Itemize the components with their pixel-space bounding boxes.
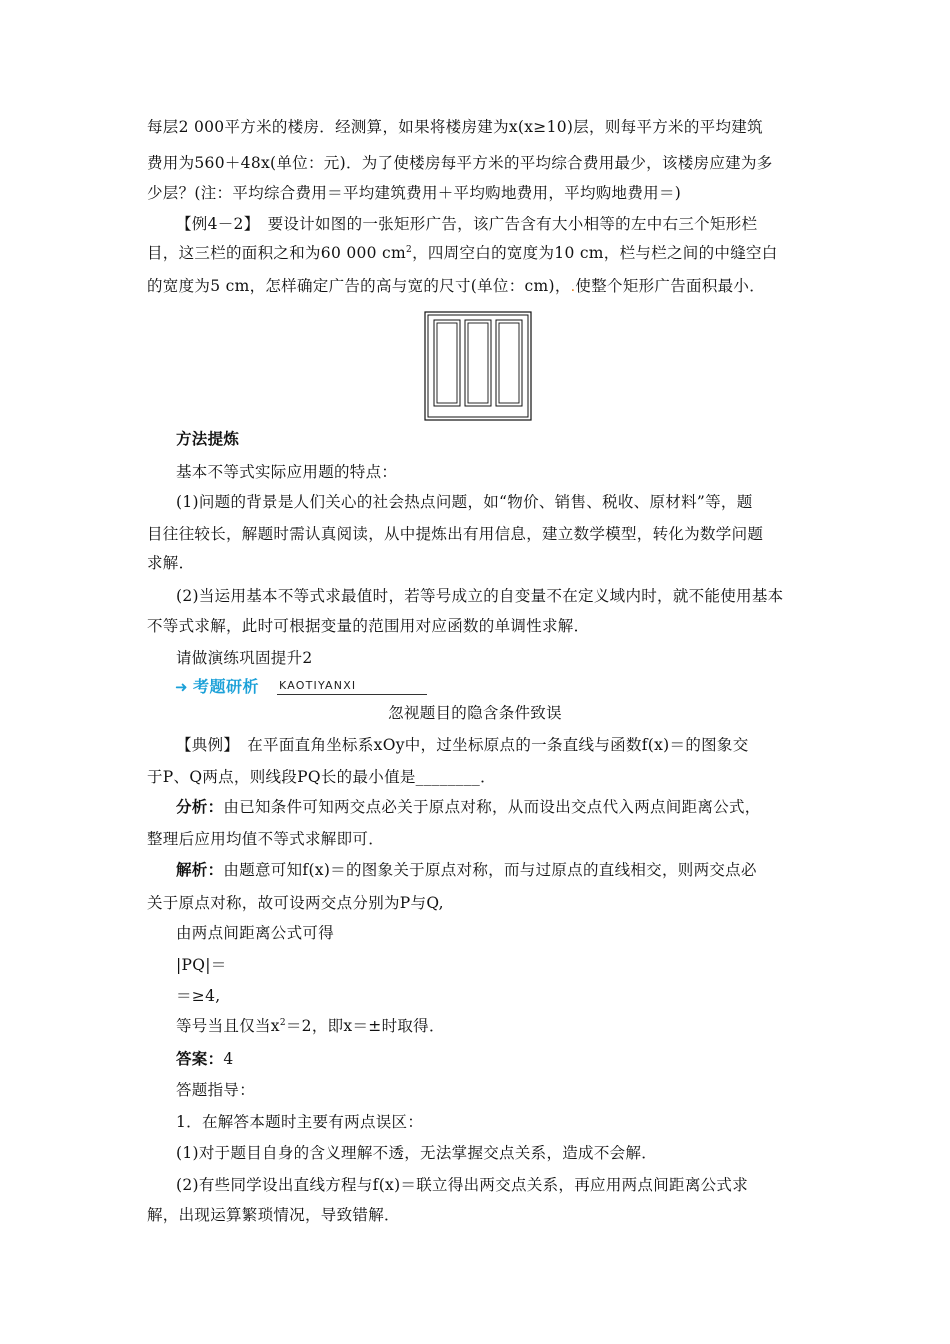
analysis-line: 整理后应用均值不等式求解即可． (147, 830, 385, 848)
text-segment: 由已知条件可知两交点必关于原点对称，从而设出交点代入两点间距离公式， (223, 798, 761, 816)
solution-line (176, 860, 846, 880)
solution-label: 解析： (176, 860, 224, 879)
guide-line: 解，出现运算繁琐情况，导致错解． (147, 1206, 400, 1224)
problem-text-line: 费用为560＋48x(单位：元)．为了使楼房每平方米的平均综合费用最少，该楼房应建为多 (147, 154, 773, 172)
problem-text-line: 每层2 000平方米的楼房．经测算，如果将楼房建为x(x≥10)层，则每平方米的平均建筑 (147, 118, 763, 136)
solution-line: 关于原点对称，故可设两交点分别为P与Q, (147, 894, 444, 912)
method-title: 方法提炼 (176, 429, 240, 448)
text-segment: 等号当且仅当x (176, 1017, 280, 1035)
solution-line: ＝≥4, (176, 987, 221, 1005)
guide-line: (1)对于题目自身的含义理解不透，无法掌握交点关系，造成不会解． (176, 1144, 658, 1162)
text-segment: 目，这三栏的面积之和为60 000 cm (147, 244, 407, 262)
middle-column-inner (468, 323, 488, 403)
text-segment: ，四周空白的宽度为10 cm，栏与栏之间的中缝空白 (412, 244, 778, 262)
orange-dot-mark: . (570, 279, 576, 295)
advertisement-diagram (424, 311, 532, 421)
analysis-label: 分析： (176, 797, 224, 816)
banner-underline (277, 694, 427, 695)
left-column (434, 320, 460, 406)
method-line: 基本不等式实际应用题的特点： (176, 463, 398, 481)
analysis-line (176, 797, 846, 817)
right-column (496, 320, 522, 406)
practice-prompt: 请做演练巩固提升2 (176, 649, 313, 667)
example-4-2-line (147, 243, 817, 263)
solution-line: 由两点间距离公式可得 (176, 924, 335, 942)
answer-line (176, 1049, 846, 1069)
left-column-inner (437, 323, 457, 403)
right-column-inner (499, 323, 519, 403)
inner-border (428, 315, 528, 417)
method-line: (1)问题的背景是人们关心的社会热点问题，如“物价、销售、税收、原材料”等，题 (176, 493, 753, 511)
solution-line: |PQ|＝ (176, 956, 227, 974)
typical-example-line: 【典例】 在平面直角坐标系xOy中，过坐标原点的一条直线与函数f(x)＝的图象交 (176, 736, 749, 754)
example-4-2-line: 【例4－2】 要设计如图的一张矩形广告，该广告含有大小相等的左中右三个矩形栏 (176, 215, 758, 233)
method-line: 目往往较长，解题时需认真阅读，从中提炼出有用信息，建立数学模型，转化为数学问题 (147, 525, 764, 543)
text-segment: 由题意可知f(x)＝的图象关于原点对称，而与过原点的直线相交，则两交点必 (223, 861, 757, 879)
example-4-2-line (147, 276, 817, 297)
section-banner (175, 676, 435, 698)
guide-line: 答题指导： (176, 1081, 256, 1099)
superscript: 2 (279, 1017, 286, 1028)
superscript: 2 (406, 244, 413, 255)
solution-line (176, 1016, 846, 1036)
method-line: 不等式求解，此时可根据变量的范围用对应函数的单调性求解． (147, 617, 590, 635)
guide-line: 1．在解答本题时主要有两点误区： (176, 1113, 424, 1131)
outer-rectangle (425, 312, 531, 420)
text-segment: 的宽度为5 cm，怎样确定广告的高与宽的尺寸(单位：cm)， (147, 277, 571, 295)
text-segment: 使整个矩形广告面积最小． (575, 277, 766, 295)
middle-column (465, 320, 491, 406)
guide-line: (2)有些同学设出直线方程与f(x)＝联立得出两交点关系，再应用两点间距离公式求 (176, 1176, 749, 1194)
problem-text-line: 少层？(注：平均综合费用＝平均建筑费用＋平均购地费用，平均购地费用＝) (147, 184, 682, 202)
banner-title: 考题研析 (193, 677, 260, 696)
arrow-icon: ➜ (175, 678, 188, 696)
banner-subtitle: KAOTIYANXI (279, 679, 357, 692)
typical-example-line: 于P、Q两点，则线段PQ长的最小值是________． (147, 768, 496, 786)
method-line: (2)当运用基本不等式求最值时，若等号成立的自变量不在定义域内时，就不能使用基本 (176, 587, 784, 605)
section-title: 忽视题目的隐含条件致误 (388, 704, 562, 722)
answer-label: 答案： (176, 1049, 224, 1068)
answer-value: 4 (223, 1050, 234, 1068)
method-line: 求解． (147, 554, 195, 572)
text-segment: ＝2，即x＝±时取得． (285, 1017, 445, 1035)
